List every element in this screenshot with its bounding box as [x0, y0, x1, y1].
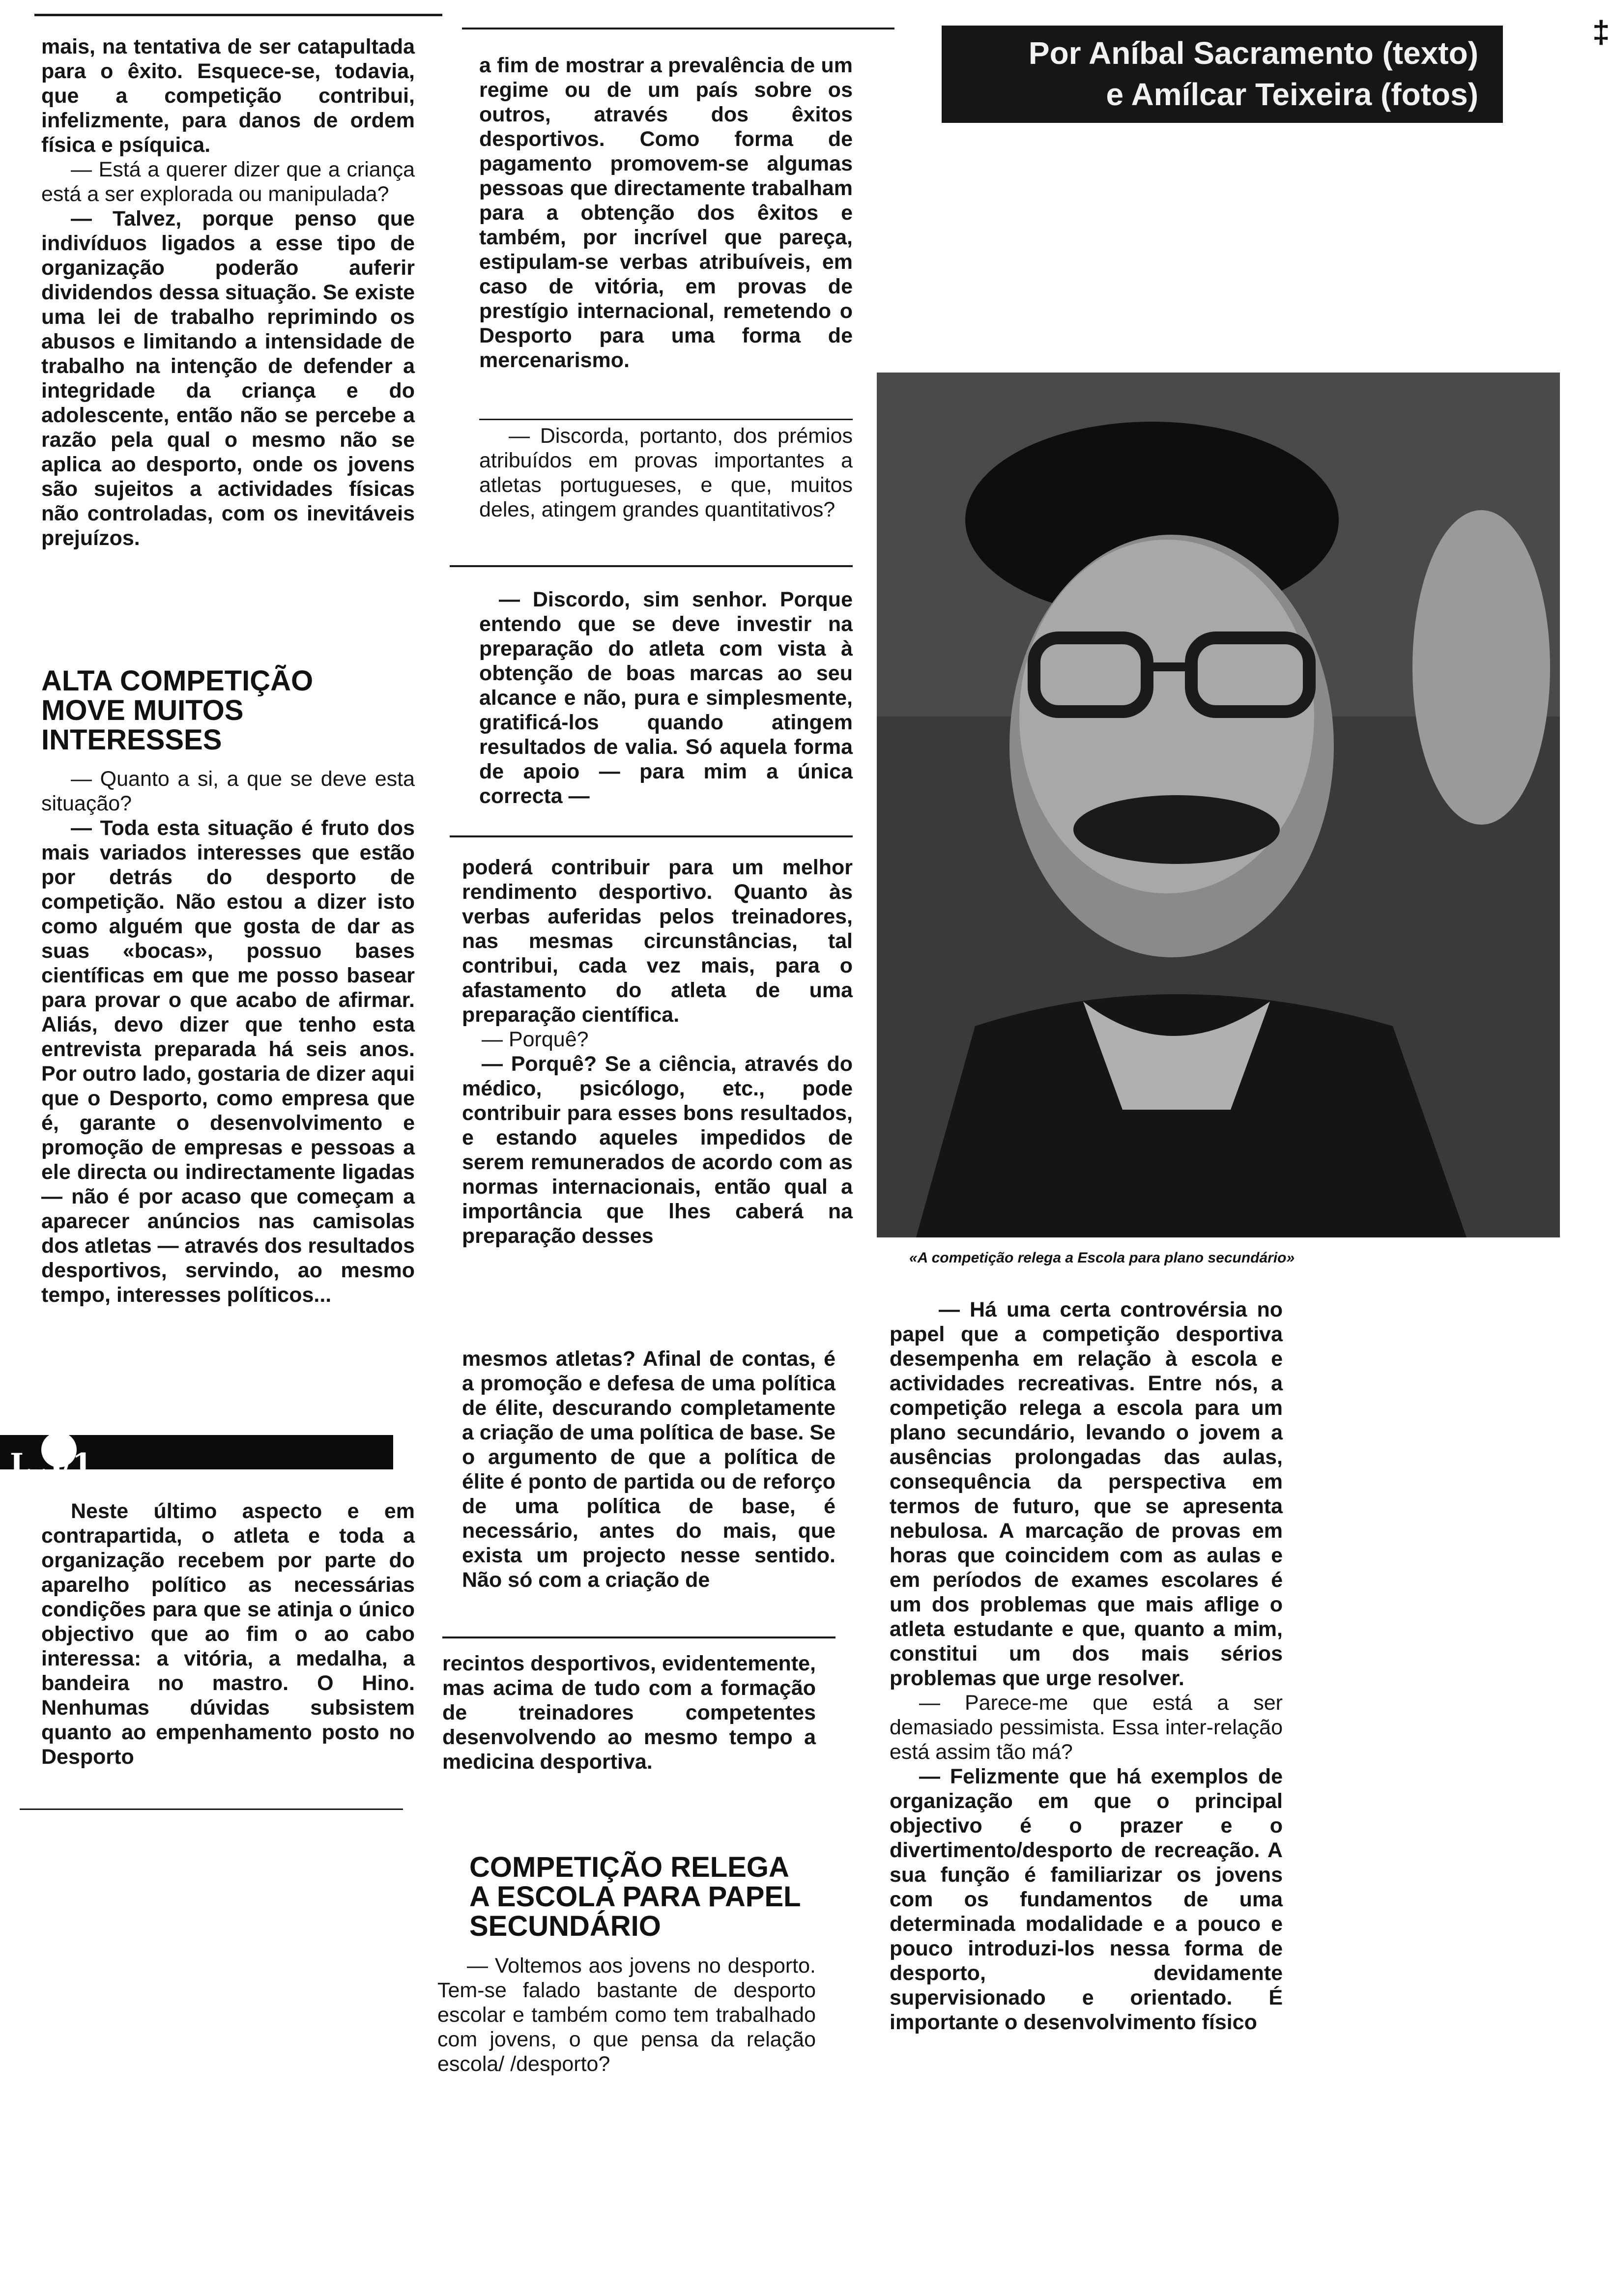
- column-2-final-question: [437, 1953, 816, 2076]
- interview-answer: — Talvez, porque penso que indivíduos ligados a esse tipo de organização poderão auferir dividendos dessa situação. Se existe uma lei de trabalho reprimindo os abusos e limitando a intensidade de trabalho na intenção de defender a integridade da criança e do adolescente, então não se percebe a razão pela qual o mesmo não se aplica ao desporto, onde os jovens são sujeitos a actividades físicas não controladas, com os inevitáveis prejuízos.: [41, 207, 415, 550]
- photo-caption: «A competição relega a Escola para plano secundário»: [909, 1250, 1295, 1266]
- interview-answer: — Toda esta situação é fruto dos mais variados interesses que estão por detrás do desporto de competição. Não estou a dizer isto como alguém que gosta de dar as suas «bocas», possuo bases científicas em que me posso basear para provar o que acabo de afirmar. Aliás, devo dizer que tenho esta entrevista preparada há seis anos. Por outro lado, gostaria de dizer aqui que o Desporto, como empresa que é, garante o desenvolvimento e promoção de empresas e pessoas a ele directa ou indirectamente ligadas — não é por acaso que começam a aparecer anúncios nas camisolas dos atletas — através dos resultados desportivos, servindo, ao mesmo tempo, interesses políticos...: [41, 816, 415, 1307]
- column-2-top: [479, 53, 853, 373]
- column-2-continued: [462, 1347, 835, 1592]
- separator-rule: [450, 565, 853, 567]
- interview-answer: — Há uma certa controvérsia no papel que a competição desportiva desempenha em relação à escola e actividades recreativas. Entre nós, a competição relega a escola para um plano secundário, levando o jovem a ausências prolongadas das aulas, consequência da perspectiva em termos de futuro, que se apresenta nebulosa. A marcação de provas em horas que coincidem com as aulas e em períodos de exames escolares é um dos problemas que mais aflige o atleta estudante e que, quanto a mim, constitui um dos mais sérios problemas que urge resolver.: [890, 1298, 1283, 1690]
- byline-box: [942, 26, 1503, 123]
- separator-rule: [479, 419, 853, 420]
- paragraph: mais, na tentativa de ser catapultada para o êxito. Esquece-se, todavia, que a competição contribui, infelizmente, para danos de ordem física e psíquica.: [41, 35, 415, 157]
- interview-answer: — Porquê? Se a ciência, através do médico, psicólogo, etc., pode contribuir para esses bons resultados, e estando aqueles impedidos de serem remunerados de acordo com as normas internacionais, então qual a importância que lhes caberá na preparação desses: [462, 1052, 853, 1248]
- paragraph: poderá contribuir para um melhor rendimento desportivo. Quanto às verbas auferidas pelos treinadores, nas mesmas circunstâncias, tal contribui, cada vez mais, para o afastamento do atleta de uma preparação científica.: [462, 856, 853, 1027]
- paragraph: Neste último aspecto e em contrapartida, o atleta e toda a organização recebem por parte do aparelho político as necessárias condições para que se atinja o único objectivo que ao fim o ao cabo interessa: a vitória, a medalha, a bandeira no mastro. O Hino. Nenhumas dúvidas subsistem quanto ao empenhamento posto no Desporto: [41, 1499, 415, 1769]
- column-2-question: [479, 424, 853, 522]
- column-2-bottom: [442, 1651, 816, 1774]
- top-rule-mid: [462, 28, 894, 29]
- interview-question: — Está a querer dizer que a criança está a ser explorada ou manipulada?: [41, 158, 415, 206]
- interviewee-photo: [877, 373, 1560, 1237]
- interview-question: — Quanto a si, a que se deve esta situação?: [41, 767, 415, 815]
- paragraph: a fim de mostrar a prevalência de um regime ou de um país sobre os outros, através dos êxitos desportivos. Como forma de pagamento promovem-se algumas pessoas que directamente trabalham para a obtenção dos êxitos e também, por incrível que pareça, estipulam-se verbas atribuíveis, em caso de vitória, em provas de prestígio internacional, remetendo o Desporto para uma forma de mercenarismo.: [479, 54, 853, 372]
- top-rule-left: [34, 14, 442, 16]
- interview-question: — Voltemos aos jovens no desporto. Tem-se falado bastante de desporto escolar e também como tem trabalhado com jovens, o que pensa da relação escola/ /desporto?: [437, 1954, 816, 2076]
- bottom-rule-left: [20, 1808, 403, 1810]
- section-heading-alta-competicao: ALTA COMPETIÇÃO MOVE MUITOS INTERESSES: [41, 665, 314, 756]
- column-1-middle: [41, 767, 415, 1307]
- section-heading-competicao-relega: COMPETIÇÃO RELEGA A ESCOLA PARA PAPEL SECUNDÁRIO: [469, 1851, 801, 1942]
- interview-question: — Parece-me que está a ser demasiado pessimista. Essa inter-relação está assim tão má?: [890, 1691, 1283, 1764]
- column-3-text: [890, 1297, 1283, 2035]
- byline-photographer: e Amílcar Teixeira (fotos): [1106, 77, 1478, 112]
- separator-rule: [450, 835, 853, 837]
- interview-answer: — Discordo, sim senhor. Porque entendo que se deve investir na preparação do atleta com vista à obtenção de boas marcas ao seu alcance e não, pura e simplesmente, gratificá-los quando atingem resultados de valia. Só aquela forma de apoio — para mim a única correcta —: [479, 588, 853, 808]
- paragraph: mesmos atletas? Afinal de contas, é a promoção e defesa de uma política de élite, descurando completamente a criação de uma política de base. Se o argumento de que a política de élite é ponto de partida ou de reforço de uma política de base, é necessário, antes do mais, que exista um projecto nesse sentido. Não só com a criação de: [462, 1347, 835, 1592]
- byline-author: Por Aníbal Sacramento (texto): [1028, 35, 1478, 71]
- column-2-answer: [479, 587, 853, 808]
- column-1-bottom: [41, 1499, 415, 1769]
- column-2-middle: [462, 855, 853, 1248]
- paragraph: recintos desportivos, evidentemente, mas acima de tudo com a formação de treinadores competentes desenvolvendo ao mesmo tempo a medicina desportiva.: [442, 1652, 816, 1774]
- separator-rule: [442, 1636, 835, 1638]
- interview-question: — Porquê?: [482, 1028, 589, 1051]
- interview-answer: — Felizmente que há exemplos de organização em que o principal objectivo é o prazer e o divertimento/desporto de recreação. A sua função é familiarizar os jovens com os fundamentos de uma determinada modalidade e a pouco e pouco introduzi-los nessa forma de desporto, devidamente supervisionado e orientado. É importante o desenvolvimento físico: [890, 1765, 1283, 2034]
- column-1-top: [41, 34, 415, 550]
- interview-question: — Discorda, portanto, dos prémios atribuídos em provas importantes a atletas portugueses, e que, muitos deles, atingem grandes quantitativos?: [479, 424, 853, 521]
- edge-mark: ‡: [1592, 14, 1610, 50]
- archive-stamp-label: L.3/1: [10, 1447, 93, 1482]
